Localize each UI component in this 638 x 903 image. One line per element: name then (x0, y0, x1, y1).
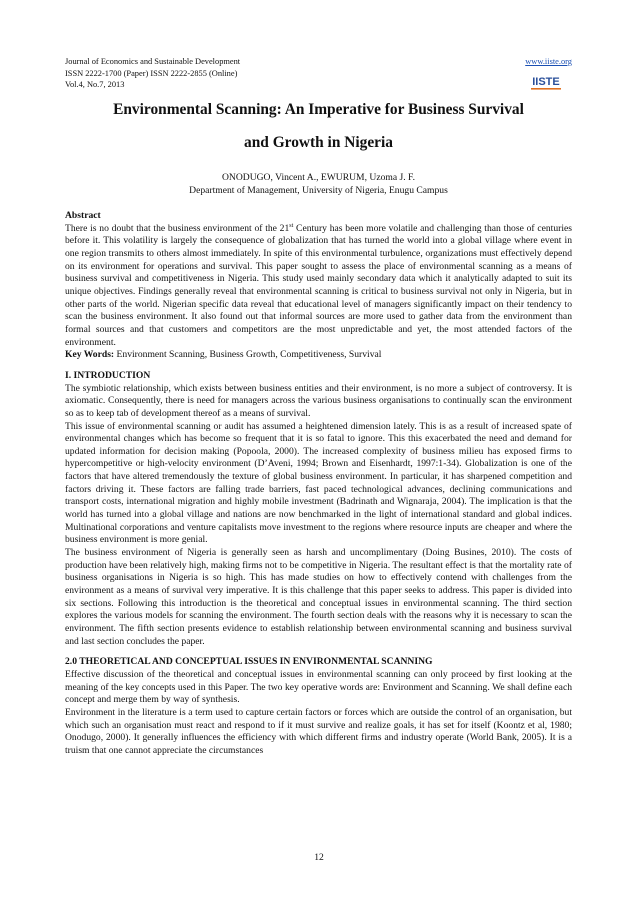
intro-paragraph: The business environment of Nigeria is generally seen as harsh and uncomplimentary (Doing Busines, 2010). The costs of production have been relatively high, making firms not to be competitive in Nigeria. The resultant effect is that the mortality rate of business organisations in Nigeria is so high. This has made studies on how to effectively contend with challenges from the environment as a means of survival very imperative. It is this challenge that this paper seeks to address. This paper is divided into six sections. Following this introduction is the theoretical and conceptual issues in environmental scanning. The third section explores the various models for scanning the environment. The fourth section deals with the reasons why it is necessary to scan the environment. The fifth section presents evidence to establish relationship between environmental scanning and business survival and last section concludes the paper. (65, 547, 572, 647)
iiste-logo (528, 68, 564, 92)
intro-paragraph: This issue of environmental scanning or audit has assumed a heightened dimension lately. This is as a result of increased spate of environmental changes which has become so frequent that it is so fatal to ignore. This this exacerbated the need and demand for updated information for decision making (Popoola, 2000). The increased complexity of business milieu has exposed firms to hypercompetitive or high-velocity environment (D’Aveni, 1994; Brown and Eisenhardt, 1997:1-34). Globalization is one of the factors that have altered tremendously the texture of global business environment. In particular, it has sharpened competition and factors driving it. These factors are falling trade barriers, fast paced technological advances, declining communications and transport costs, international migration and highly mobile investment (Badrinath and Wignaraja, 2004). The implication is that the world has turned into a global village and nations are now benchmarked in the light of international standard and global indices. Multinational corporations and venture capitalists move investment to the regions where resource inputs are cheaper and where the business environment is more genial. (65, 420, 572, 546)
paper-body (65, 210, 572, 758)
keywords-line (65, 349, 572, 362)
journal-issn: ISSN 2222-1700 (Paper) ISSN 2222-2855 (Online) (65, 68, 238, 78)
journal-volume: Vol.4, No.7, 2013 (65, 80, 125, 89)
journal-header (65, 56, 572, 91)
abstract-superscript: st (289, 222, 294, 229)
page-number: 12 (314, 852, 324, 863)
keywords-text: Environment Scanning, Business Growth, Competitiveness, Survival (114, 349, 382, 361)
keywords-label: Key Words: (65, 349, 115, 361)
section-2-paragraph: Environment in the literature is a term used to capture certain factors or forces which are outside the control of an organisation, but which such an organisation must react and respond to if it must survive and realize goals, it has set for itself (Koontz et al, 1980; Onodugo, 2000). It generally influences the efficiency with which different firms and industry operate (World Bank, 2005). It is a truism that one cannot appreciate the circumstances (65, 706, 572, 756)
journal-name: Journal of Economics and Sustainable Development (65, 57, 241, 66)
iiste-logo-text: IISTE (532, 76, 560, 88)
abstract-text-part-1: There is no doubt that the business environment of the 21 (65, 222, 290, 234)
section-2-heading: 2.0 THEORETICAL AND CONCEPTUAL ISSUES IN ENVIRONMENTAL SCANNING (65, 656, 433, 668)
abstract-text-part-2: Century has been more volatile and challenging than those of centuries before it. This volatility is largely the consequence of globalization that has turned the world into a global village where event in one region transmits to others almost immediately. In spite of this environmental turbulence, organizations must effectively depend on its environment for operations and survival. This paper sought to assess the place of environmental scanning as a means of business survival and competitiveness in Nigeria. This study used mainly secondary data which it analytically adapted to suit its unique objectives. Findings generally reveal that environmental scanning is critical to business survival not only in Nigeria, but in other parts of the world. Nigerian specific data reveal that educational level of managers significantly impact on their tendency to scan the business environment. It also found out that informal sources are more used to gather data from the environment than formal sources and that customers and competitors are the most unpredictable and yet, the most attended factors of the environment. (65, 222, 572, 348)
author-names: ONODUGO, Vincent A., EWURUM, Uzoma J. F. (221, 172, 415, 183)
intro-paragraph: The symbiotic relationship, which exists between business entities and their environment, is no more a subject of controversy. It is axiomatic. Consequently, there is need for managers across the various business organisations to continually scan the environment so as to keep tab of development thereof as a means of survival. (65, 382, 572, 419)
abstract-text (65, 223, 572, 350)
abstract-heading: Abstract (65, 210, 101, 221)
paper-title-line-2: and Growth in Nigeria (244, 134, 393, 151)
paper-title-line-1: Environmental Scanning: An Imperative for Business Survival (113, 101, 524, 118)
journal-url-link[interactable]: www.iiste.org (525, 57, 572, 66)
section-1-heading: I. INTRODUCTION (65, 369, 151, 381)
section-2-paragraph: Effective discussion of the theoretical and conceptual issues in environmental scanning can only proceed by first looking at the meaning of the key concepts used in this Paper. The two key operative words are: Environment and Scanning. We shall define each concept and merge them by way of synthesis. (65, 668, 572, 706)
author-affiliation: Department of Management, University of Nigeria, Enugu Campus (189, 185, 448, 196)
